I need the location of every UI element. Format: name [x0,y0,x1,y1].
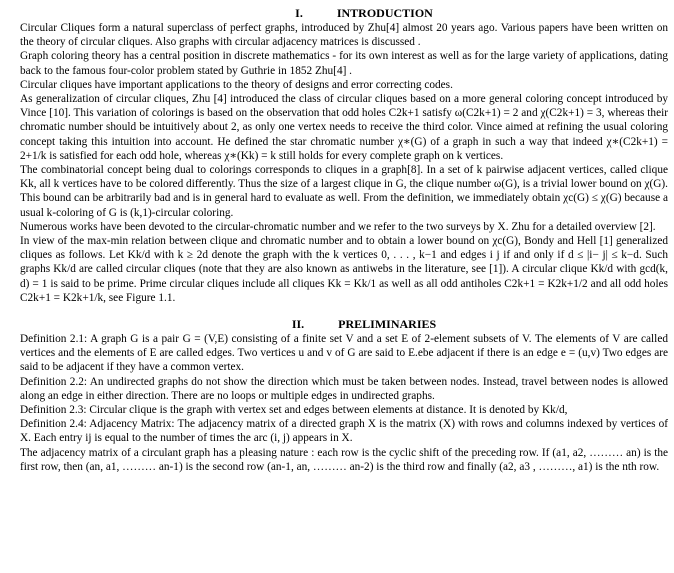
paragraph: Circular cliques have important applications to the theory of designs and error correcting codes. [20,78,453,91]
section-heading-preliminaries [20,317,668,332]
section-gap [20,305,668,317]
paragraph: Definition 2.2: An undirected graphs do not show the direction which must be taken between nodes. Instead, travel between nodes is allowed along an edge in either direction. There are no loops or multiple edges in undirected graphs. [20,375,668,402]
paragraph: Circular Cliques form a natural superclass of perfect graphs, introduced by Zhu[4] almost 20 years ago. Various papers have been written on the theory of circular cliques. Also graphs with circular adjacency matrices is discussed . [20,22,668,49]
paragraph: Numerous works have been devoted to the circular-chromatic number and we refer to the two surveys by X. Zhu for a detailed overview [2]. [20,220,656,233]
paragraph: The adjacency matrix of a circulant graph has a pleasing nature : each row is the cyclic shift of the preceding row. If (a1, a2, ……… an) is the first row, then (an, a1, ……… an-1) is the second row (an-1, an, ……… an-2) is the third row and finally (a2, a3 , ………, a1) is the nth row. [20,446,668,473]
paragraph: Definition 2.4: Adjacency Matrix: The adjacency matrix of a directed graph X is the matrix (X) with rows and columns indexed by vertices of X. Each entry ij is equal to the number of times the arc (i, j) appears in X. [20,418,668,445]
paragraph: Definition 2.1: A graph G is a pair G = (V,E) consisting of a finite set V and a set E of 2-element subsets of V. The elements of V are called vertices and the elements of E are called edges. Two vertices u and v of G are said to E.ebe adjacent if there is an edge e = (u,v) Two edges are said to be adjacent if they have a common vertex. [20,333,668,374]
section-number: II. [291,317,305,332]
document-page [20,6,668,474]
paragraph: The combinatorial concept being dual to colorings corresponds to cliques in a graph[8]. In a set of k pairwise adjacent vertices, called clique Kk, all k vertices have to be colored differently. Thus the size of a largest clique in G, the clique number ω(G), is a trivial lower bound on χ(G). This bound can be arbitrarily bad and is in general hard to evaluate as well. From the definition, we immediately obtain χc(G) ≤ χ(G) because a usual k-coloring of G is (k,1)-circular coloring. [20,164,668,219]
paragraph: In view of the max-min relation between clique and chromatic number and to obtain a lower bound on χc(G), Bondy and Hell [1] generalized cliques as follows. Let Kk/d with k ≥ 2d denote the graph with the k vertices 0, . . . , k−1 and edges i j if and only if d ≤ |i− j| ≤ k−d. Such graphs Kk/d are called circular cliques (note that they are also known as antiwebs in the literature, see [1]). A circular clique Kk/d with gcd(k, d) = 1 is said to be prime. Prime circular cliques include all cliques Kk = Kk/1 as well as all odd antiholes C2k+1 = K2k+1/2 and all odd holes C2k+1 = K2k+1/k, see Figure 1.1. [20,235,668,304]
section-number: I. [295,6,303,20]
section-title: PRELIMINARIES [338,317,437,332]
paragraph: Definition 2.3: Circular clique is the graph with vertex set and edges between elements at distance. It is denoted by Kk/d, [20,404,568,417]
section-heading-introduction [20,6,668,21]
paragraph: As generalization of circular cliques, Zhu [4] introduced the class of circular cliques based on a more general coloring concept introduced by Vince [10]. This variation of colorings is based on the observation that odd holes C2k+1 satisfy ω(C2k+1) = 2 and χ(C2k+1) = 3, whereas their chromatic number should be intuitively about 2, as only one vertex needs to receive the third color. Vince aimed at refining the usual coloring concept taking this intuition into account. He defined the star chromatic number χ∗(G) of a graph in such a way that indeed χ∗(C2k+1) = 2+1/k is satisfied for each odd hole, whereas χ∗(Kk) = k still holds for every complete graph on k vertices. [20,93,668,162]
paragraph: Graph coloring theory has a central position in discrete mathematics - for its own interest as well as for the large variety of applications, dating back to the famous four-color problem stated by Guthrie in 1852 Zhu[4] . [20,50,668,77]
section-title: INTRODUCTION [336,6,433,20]
